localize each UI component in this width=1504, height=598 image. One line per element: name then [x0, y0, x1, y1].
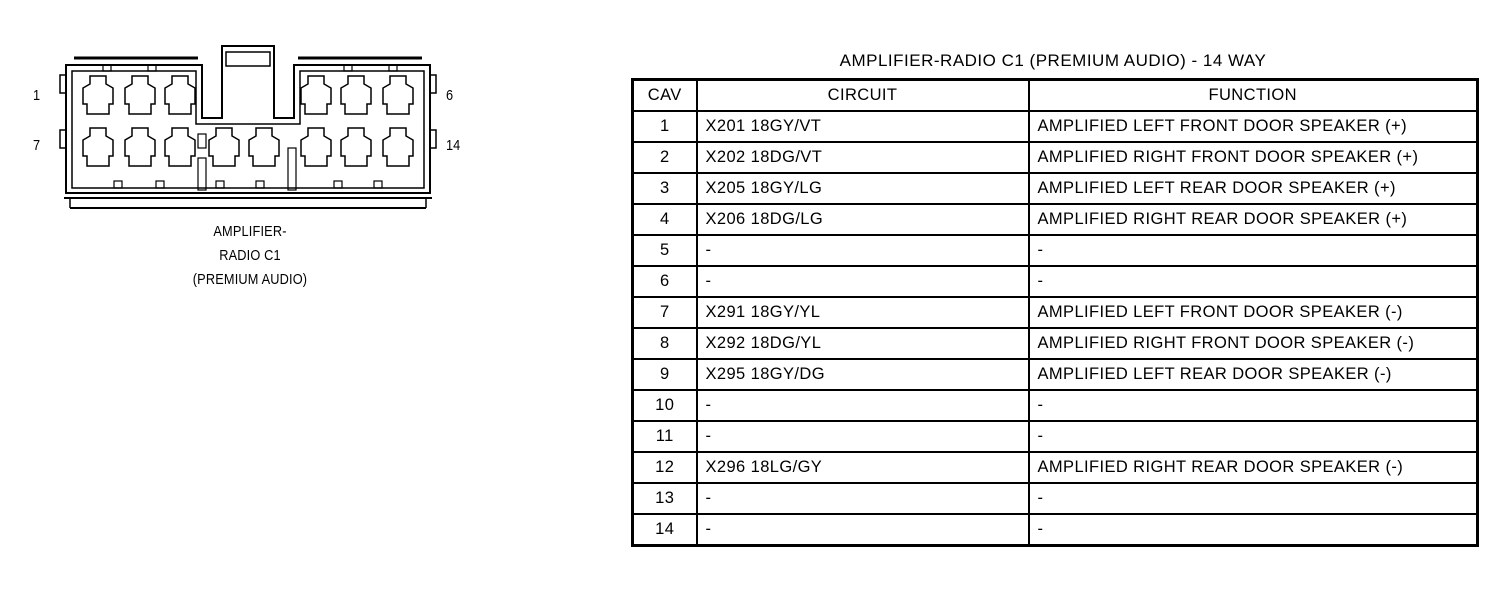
cav-cell: 7 — [633, 297, 697, 328]
header-circuit: CIRCUIT — [697, 80, 1029, 112]
function-cell: - — [1029, 483, 1478, 514]
cav-cell: 13 — [633, 483, 697, 514]
pin-label-7: 7 — [33, 137, 41, 154]
table-row — [633, 266, 1478, 297]
cavity-8 — [125, 128, 155, 166]
function-cell: - — [1029, 514, 1478, 546]
circuit-cell: - — [697, 421, 1029, 452]
circuit-cell: X291 18GY/YL — [697, 297, 1029, 328]
header-function: FUNCTION — [1029, 80, 1478, 112]
function-cell: - — [1029, 266, 1478, 297]
table-title: AMPLIFIER-RADIO C1 (PREMIUM AUDIO) - 14 WAY — [839, 51, 1267, 70]
cav-cell: 4 — [633, 204, 697, 235]
circuit-cell: - — [697, 390, 1029, 421]
cavity-10 — [209, 128, 239, 166]
table-row — [633, 328, 1478, 359]
table-row — [633, 390, 1478, 421]
connector-caption-line-2: RADIO C1 — [219, 247, 281, 264]
circuit-cell: X292 18DG/YL — [697, 328, 1029, 359]
cavity-9 — [165, 128, 195, 166]
circuit-cell: X206 18DG/LG — [697, 204, 1029, 235]
connector-caption-line-1: AMPLIFIER- — [213, 223, 287, 240]
cav-cell: 6 — [633, 266, 697, 297]
circuit-cell: X201 18GY/VT — [697, 111, 1029, 142]
cavity-6 — [383, 76, 413, 114]
table-row — [633, 514, 1478, 546]
pin-label-6: 6 — [446, 87, 454, 104]
cavity-11 — [249, 128, 279, 166]
circuit-cell: X202 18DG/VT — [697, 142, 1029, 173]
cav-cell: 12 — [633, 452, 697, 483]
connector-face-drawing — [20, 38, 480, 218]
function-cell: - — [1029, 390, 1478, 421]
table-row — [633, 483, 1478, 514]
circuit-cell: - — [697, 483, 1029, 514]
cav-cell: 11 — [633, 421, 697, 452]
function-cell: - — [1029, 421, 1478, 452]
table-row — [633, 359, 1478, 390]
table-row — [633, 297, 1478, 328]
cavity-group — [83, 76, 413, 166]
pin-label-1: 1 — [33, 87, 41, 104]
function-cell: AMPLIFIED LEFT FRONT DOOR SPEAKER (-) — [1029, 297, 1478, 328]
cavity-4 — [301, 76, 331, 114]
cav-cell: 3 — [633, 173, 697, 204]
function-cell: AMPLIFIED LEFT REAR DOOR SPEAKER (-) — [1029, 359, 1478, 390]
table-row — [633, 235, 1478, 266]
cavity-12 — [301, 128, 331, 166]
function-cell: AMPLIFIED RIGHT FRONT DOOR SPEAKER (+) — [1029, 142, 1478, 173]
function-cell: AMPLIFIED RIGHT REAR DOOR SPEAKER (+) — [1029, 204, 1478, 235]
pin-label-14: 14 — [446, 137, 461, 154]
cavity-13 — [341, 128, 371, 166]
table-row — [633, 173, 1478, 204]
cav-cell: 5 — [633, 235, 697, 266]
function-cell: AMPLIFIED LEFT REAR DOOR SPEAKER (+) — [1029, 173, 1478, 204]
table-body — [633, 111, 1478, 546]
cav-cell: 10 — [633, 390, 697, 421]
function-cell: AMPLIFIED RIGHT REAR DOOR SPEAKER (-) — [1029, 452, 1478, 483]
circuit-cell: - — [697, 235, 1029, 266]
cavity-5 — [341, 76, 371, 114]
cav-cell: 9 — [633, 359, 697, 390]
function-cell: - — [1029, 235, 1478, 266]
function-cell: AMPLIFIED RIGHT FRONT DOOR SPEAKER (-) — [1029, 328, 1478, 359]
circuit-cell: - — [697, 514, 1029, 546]
cav-cell: 2 — [633, 142, 697, 173]
table-row — [633, 142, 1478, 173]
cavity-14 — [383, 128, 413, 166]
cav-cell: 1 — [633, 111, 697, 142]
circuit-cell: - — [697, 266, 1029, 297]
cavity-2 — [125, 76, 155, 114]
cavity-7 — [83, 128, 113, 166]
table-header-row — [633, 80, 1478, 112]
cav-cell: 14 — [633, 514, 697, 546]
cavity-1 — [83, 76, 113, 114]
table-row — [633, 111, 1478, 142]
connector-caption-line-3: (PREMIUM AUDIO) — [192, 271, 308, 288]
function-cell: AMPLIFIED LEFT FRONT DOOR SPEAKER (+) — [1029, 111, 1478, 142]
table-row — [633, 421, 1478, 452]
header-cav: CAV — [633, 80, 697, 112]
circuit-cell: X296 18LG/GY — [697, 452, 1029, 483]
table-row — [633, 204, 1478, 235]
cav-cell: 8 — [633, 328, 697, 359]
circuit-cell: X205 18GY/LG — [697, 173, 1029, 204]
circuit-cell: X295 18GY/DG — [697, 359, 1029, 390]
pinout-table — [631, 78, 1479, 547]
cavity-3 — [165, 76, 195, 114]
table-row — [633, 452, 1478, 483]
